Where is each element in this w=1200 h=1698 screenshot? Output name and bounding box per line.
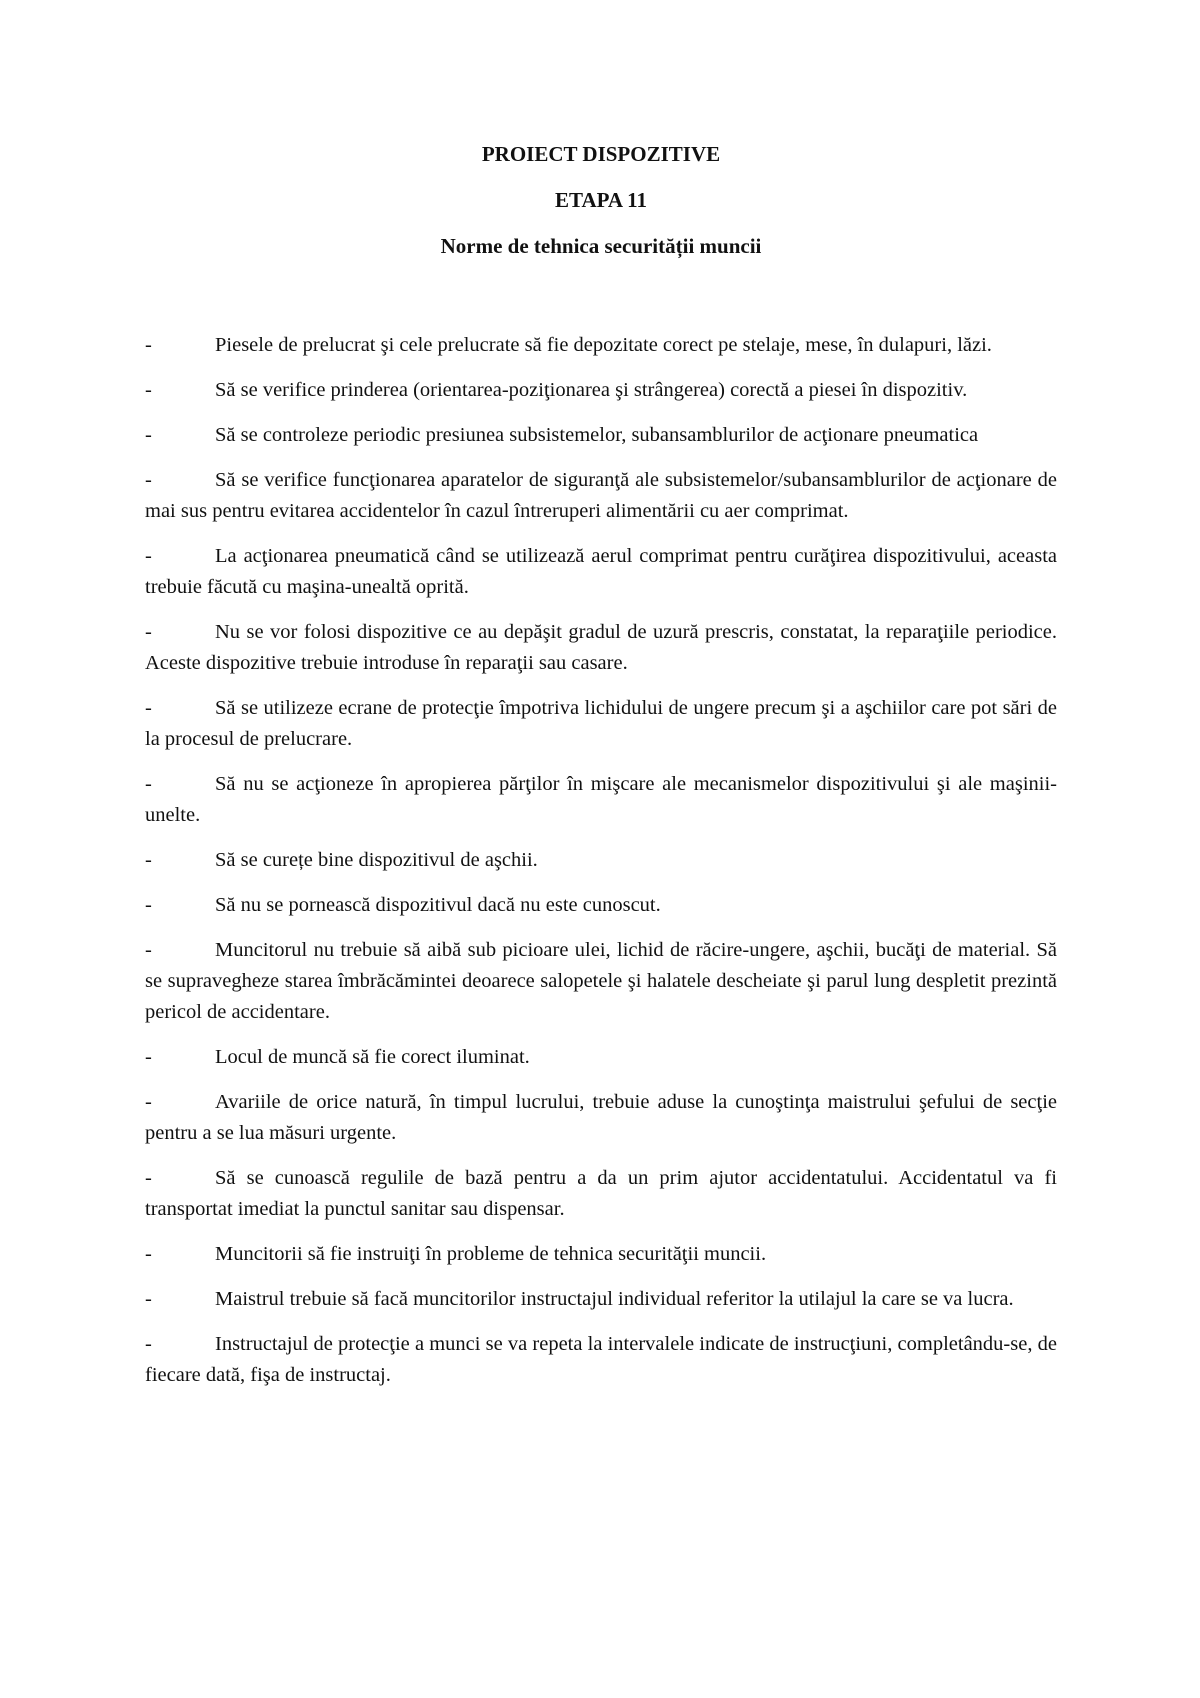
list-item: [145, 935, 1057, 1028]
list-item-text: Să se cunoască regulile de bază pentru a da un prim ajutor accidentatului. Accidentatul va fi transportat imediat la punctul sanitar sau dispensar.: [145, 1167, 1057, 1220]
list-item-text: Să se utilizeze ecrane de protecţie împotriva lichidului de ungere precum şi a aşchiilor care pot sări de la procesul de prelucrare.: [145, 697, 1057, 750]
list-item: [145, 617, 1057, 679]
list-item-text: Să se curețe bine dispozitivul de aşchii.: [215, 849, 538, 871]
bullet-dash: -: [145, 1091, 152, 1113]
list-item-text: La acţionarea pneumatică când se utilizează aerul comprimat pentru curăţirea dispozitivului, aceasta trebuie făcută cu maşina-unealtă oprită.: [145, 545, 1057, 598]
list-item-text: Să se controleze periodic presiunea subsistemelor, subansamblurilor de acţionare pneumatica: [215, 424, 979, 446]
list-item: [145, 375, 1057, 406]
document-header: [145, 140, 1057, 278]
bullet-dash: -: [145, 894, 152, 916]
list-item-text: Muncitorii să fie instruiţi în probleme de tehnica securităţii muncii.: [215, 1243, 767, 1265]
document-subtitle: Norme de tehnica securității muncii: [440, 234, 762, 258]
bullet-dash: -: [145, 545, 152, 567]
bullet-dash: -: [145, 849, 152, 871]
list-item-text: Piesele de prelucrat şi cele prelucrate să fie depozitate corect pe stelaje, mese, în dulapuri, lăzi.: [215, 334, 992, 356]
list-item-text: Muncitorul nu trebuie să aibă sub picioare ulei, lichid de răcire-ungere, aşchii, bucăţi de material. Să se supravegheze starea îmbrăcămintei deoarece salopetele şi halatele descheiate şi parul lung despletit prezintă pericol de accidentare.: [145, 939, 1057, 1023]
list-item: [145, 1284, 1057, 1315]
list-item: [145, 890, 1057, 921]
list-item: [145, 1087, 1057, 1149]
list-item-text: Să se verifice funcţionarea aparatelor de siguranţă ale subsistemelor/subansamblurilor de acţionare de mai sus pentru evitarea accidentelor în cazul întreruperi alimentării cu aer comprimat.: [145, 469, 1057, 522]
list-item: [145, 330, 1057, 361]
bullet-dash: -: [145, 379, 152, 401]
list-item: [145, 1239, 1057, 1270]
list-item: [145, 1329, 1057, 1391]
list-item: [145, 769, 1057, 831]
bullet-dash: -: [145, 1243, 152, 1265]
bullet-dash: -: [145, 1288, 152, 1310]
bullet-dash: -: [145, 621, 152, 643]
bullet-dash: -: [145, 773, 152, 795]
list-item: [145, 1042, 1057, 1073]
bullet-dash: -: [145, 1046, 152, 1068]
document-stage: ETAPA 11: [555, 188, 647, 212]
bullet-dash: -: [145, 697, 152, 719]
bullet-dash: -: [145, 1333, 152, 1355]
list-item-text: Avariile de orice natură, în timpul lucrului, trebuie aduse la cunoştinţa maistrului şefului de secţie pentru a se lua măsuri urgente.: [145, 1091, 1057, 1144]
bullet-dash: -: [145, 334, 152, 356]
list-item-text: Locul de muncă să fie corect iluminat.: [215, 1046, 530, 1068]
bullet-dash: -: [145, 1167, 152, 1189]
list-item-text: Instructajul de protecţie a munci se va repeta la intervalele indicate de instrucţiuni, completându-se, de fiecare dată, fişa de instructaj.: [145, 1333, 1057, 1386]
list-item-text: Să nu se acţioneze în apropierea părţilor în mişcare ale mecanismelor dispozitivului şi ale maşinii-unelte.: [145, 773, 1057, 826]
list-item: [145, 465, 1057, 527]
list-item: [145, 420, 1057, 451]
bullet-dash: -: [145, 424, 152, 446]
list-item-text: Să nu se pornească dispozitivul dacă nu este cunoscut.: [215, 894, 661, 916]
list-item: [145, 845, 1057, 876]
list-item: [145, 541, 1057, 603]
list-item-text: Maistrul trebuie să facă muncitorilor instructajul individual referitor la utilajul la care se va lucra.: [215, 1288, 1014, 1310]
bullet-dash: -: [145, 469, 152, 491]
list-item: [145, 693, 1057, 755]
document-title: PROIECT DISPOZITIVE: [481, 142, 721, 166]
list-item-text: Nu se vor folosi dispozitive ce au depăşit gradul de uzură prescris, constatat, la reparaţiile periodice. Aceste dispozitive trebuie introduse în reparaţii sau casare.: [145, 621, 1057, 674]
list-item-text: Să se verifice prinderea (orientarea-poziţionarea şi strângerea) corectă a piesei în dispozitiv.: [215, 379, 968, 401]
bullet-dash: -: [145, 939, 152, 961]
safety-rules-list: [145, 330, 1057, 1405]
list-item: [145, 1163, 1057, 1225]
